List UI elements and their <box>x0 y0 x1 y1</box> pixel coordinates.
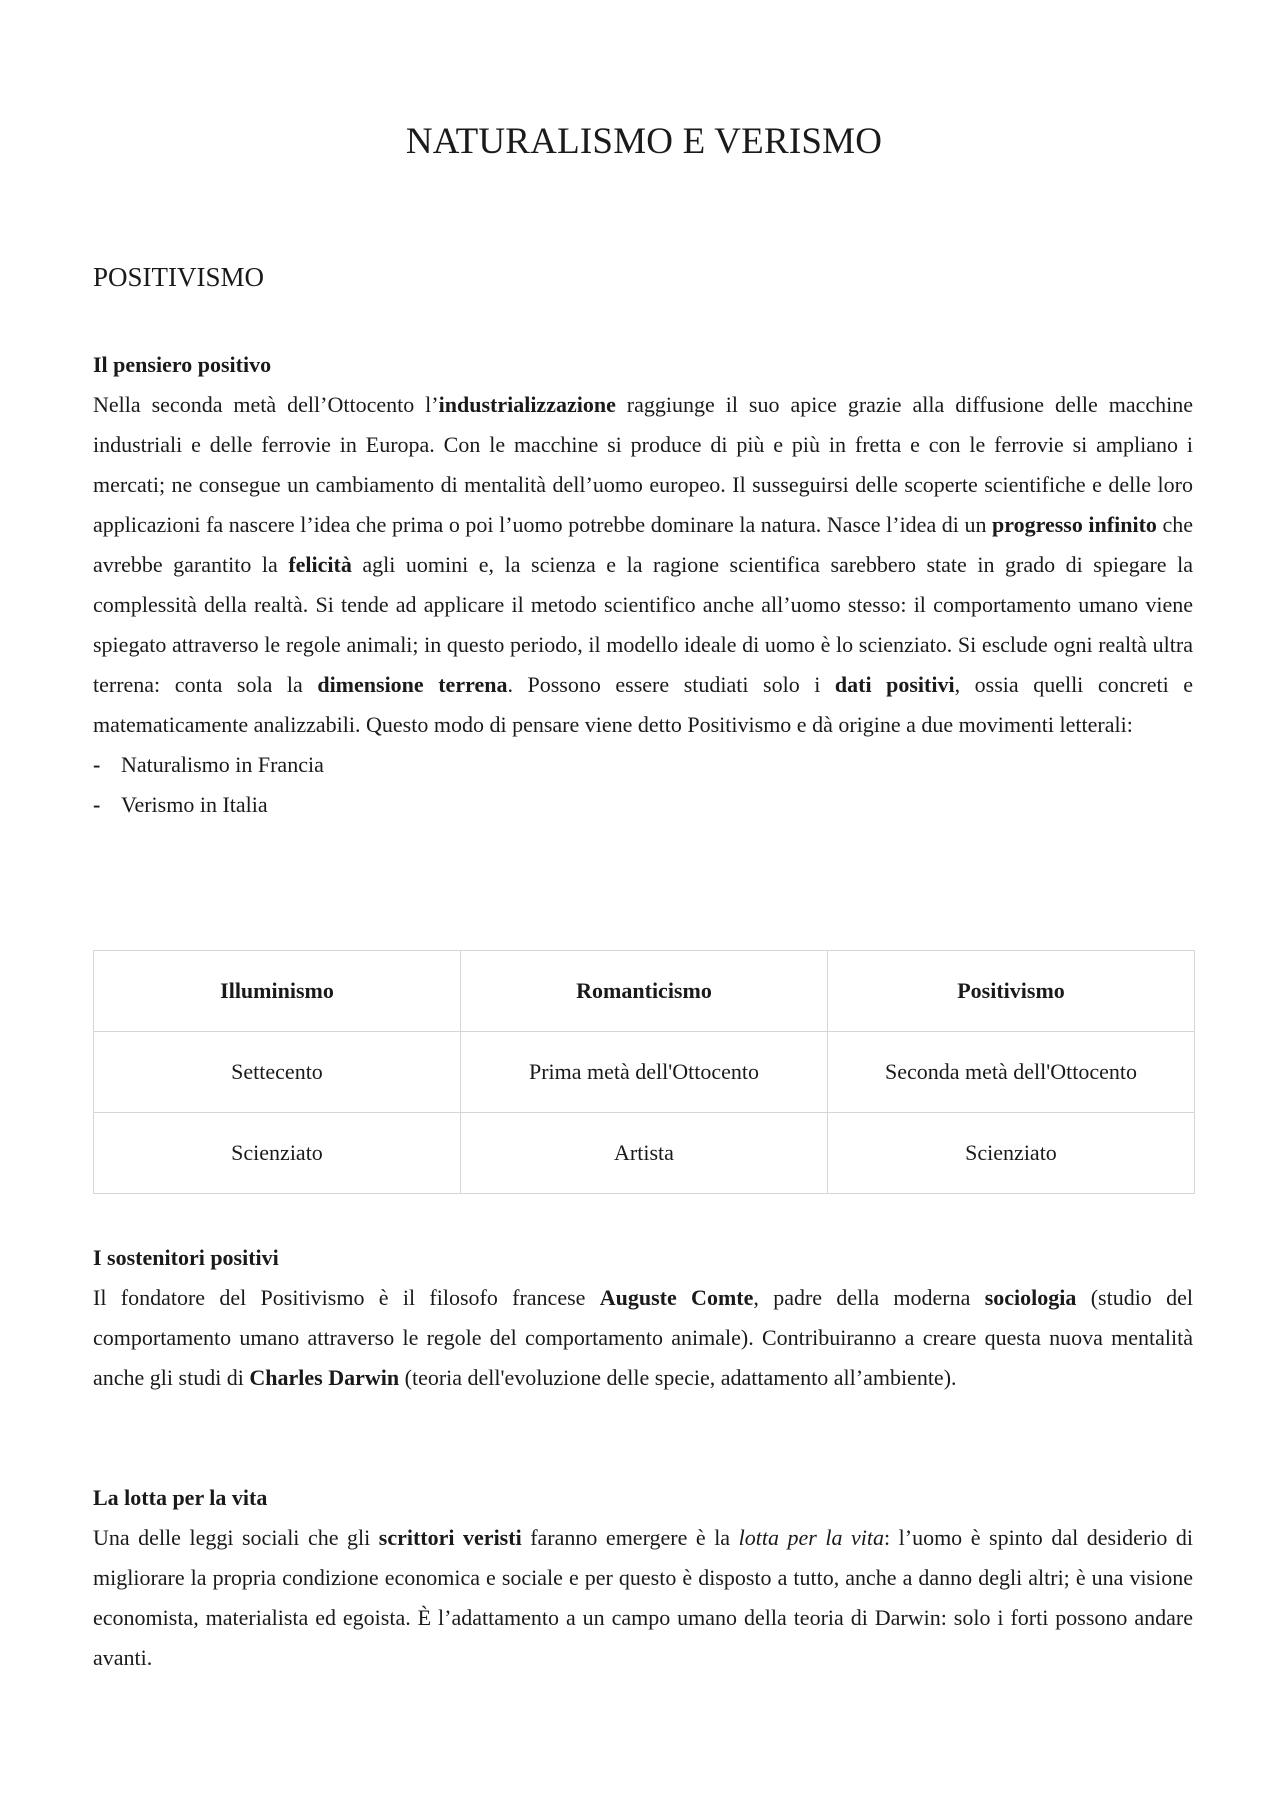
table-row <box>94 1113 1195 1194</box>
bold-term: Auguste Comte <box>599 1285 754 1310</box>
text-run: che avrebbe garantito la <box>93 512 1193 577</box>
bold-term: dati positivi <box>834 672 955 697</box>
lotta-heading: La lotta per la vita <box>93 1485 268 1510</box>
bold-term: sociologia <box>984 1285 1077 1310</box>
list-item-text: Verismo in Italia <box>121 792 268 817</box>
lotta-block <box>93 1478 1193 1678</box>
text-run: , ossia quelli concreti e matematicamente analizzabili. Questo modo di pensare viene detto Positivismo e dà origine a due movimenti letterali: <box>93 672 1193 737</box>
list-item <box>93 785 1193 825</box>
pensiero-heading: Il pensiero positivo <box>93 352 272 377</box>
bold-term: felicità <box>288 552 352 577</box>
sostenitori-block <box>93 1238 1193 1398</box>
text-run: faranno emergere è la <box>521 1525 739 1550</box>
table-row <box>94 1032 1195 1113</box>
text-run: raggiunge il suo apice grazie alla diffusione delle macchine industriali e delle ferrovie in Europa. Con le macchine si produce di più e più in fretta e con le ferrovie si ampliano i mercati; ne consegue un cambiamento di mentalità dell’uomo europeo. Il susseguirsi delle scoperte scientifiche e delle loro applicazioni fa nascere l’idea che prima o poi l’uomo potrebbe dominare la natura. Nasce l’idea di un <box>93 392 1193 537</box>
table-cell: Scienziato <box>94 1113 461 1194</box>
bold-term: progresso infinito <box>992 512 1157 537</box>
text-run: Il fondatore del Positivismo è il filosofo francese <box>93 1285 600 1310</box>
table-cell: Settecento <box>94 1032 461 1113</box>
table-header-cell: Romanticismo <box>461 951 828 1032</box>
text-run: : l’uomo è spinto dal desiderio di migliorare la propria condizione economica e sociale e per questo è disposto a tutto, anche a danno degli altri; è una visione economista, materialista ed egoista. È l’adattamento a un campo umano della teoria di Darwin: solo i forti possono andare avanti. <box>93 1525 1194 1670</box>
list-item-text: Naturalismo in Francia <box>121 752 324 777</box>
table-header-row <box>94 951 1195 1032</box>
table-cell: Seconda metà dell'Ottocento <box>828 1032 1195 1113</box>
list-item <box>93 745 1193 785</box>
table-cell: Prima metà dell'Ottocento <box>461 1032 828 1113</box>
table-header-cell: Positivismo <box>828 951 1195 1032</box>
table-cell: Scienziato <box>828 1113 1195 1194</box>
dash-bullet: - <box>93 792 101 817</box>
bold-term: dimensione terrena <box>317 672 508 697</box>
pensiero-paragraph <box>93 385 1193 745</box>
pensiero-block <box>93 345 1193 825</box>
table-cell: Artista <box>461 1113 828 1194</box>
text-run: , padre della moderna <box>753 1285 985 1310</box>
bold-term: scrittori veristi <box>378 1525 522 1550</box>
comparison-table <box>93 950 1195 1194</box>
text-run: (teoria dell'evoluzione delle specie, adattamento all’ambiente). <box>399 1365 957 1390</box>
dash-bullet: - <box>93 752 101 777</box>
table-header-cell: Illuminismo <box>94 951 461 1032</box>
movements-list <box>93 745 1193 825</box>
section-heading: POSITIVISMO <box>93 262 265 292</box>
text-run: Una delle leggi sociali che gli <box>93 1525 379 1550</box>
sostenitori-heading: I sostenitori positivi <box>93 1245 279 1270</box>
text-run: Nella seconda metà dell’Ottocento l’ <box>93 392 439 417</box>
text-run: agli uomini e, la scienza e la ragione scientifica sarebbero state in grado di spiegare la complessità della realtà. Si tende ad applicare il metodo scientifico anche all’uomo stesso: il comportamento umano viene spiegato attraverso le regole animali; in questo periodo, il modello ideale di uomo è lo scienziato. Si esclude ogni realtà ultra terrena: conta sola la <box>93 552 1193 697</box>
document-title: NATURALISMO E VERISMO <box>405 121 883 162</box>
sostenitori-paragraph <box>93 1278 1193 1398</box>
text-run: . Possono essere studiati solo i <box>507 672 835 697</box>
bold-term: Charles Darwin <box>249 1365 400 1390</box>
text-run: (studio del comportamento umano attraverso le regole del comportamento animale). Contribuiranno a creare questa nuova mentalità anche gli studi di <box>93 1285 1193 1390</box>
bold-term: industrializzazione <box>438 392 616 417</box>
italic-term: lotta per la vita <box>738 1525 884 1550</box>
lotta-paragraph <box>93 1518 1193 1678</box>
